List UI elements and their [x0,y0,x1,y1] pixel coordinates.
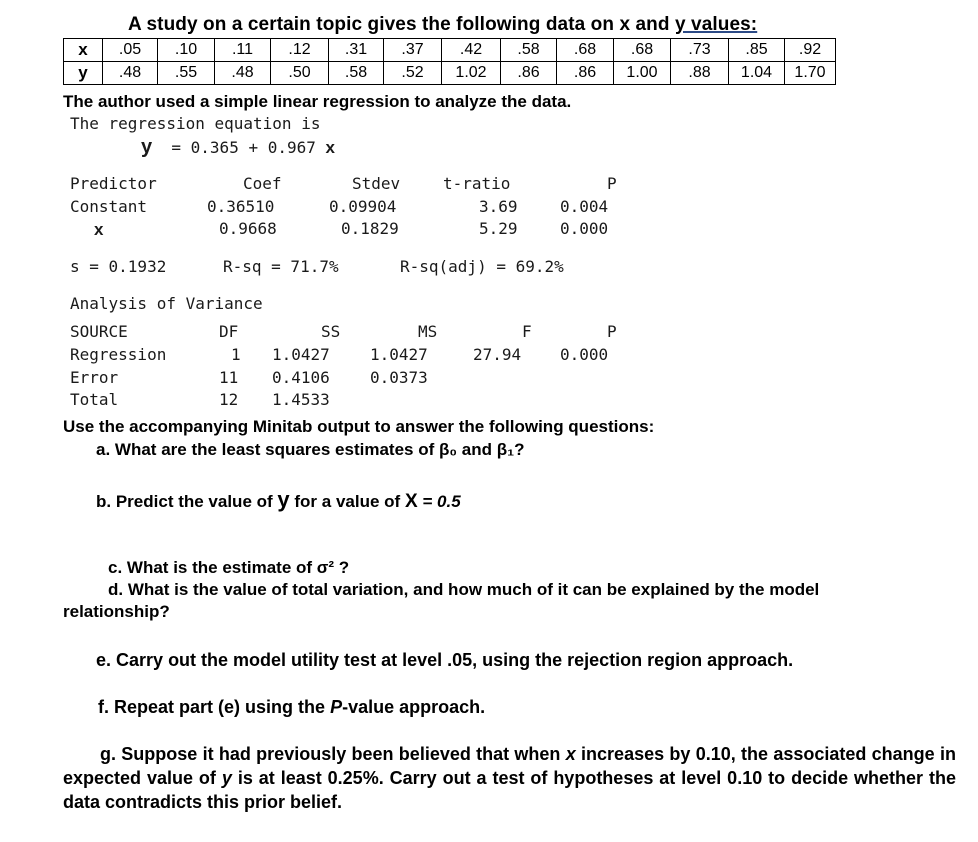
x-row-label: x [64,39,103,62]
anova-header: P [607,322,617,341]
x-row [64,39,836,62]
question-a-text: What are the least squares estimates of β₀ and β₁? [114,440,525,459]
x-cell: .58 [501,39,557,62]
y-cell: .86 [501,62,557,85]
anova-cell: 12 [219,390,239,409]
question-e-text: Carry out the model utility test at level .05, using the rejection region approach. [116,650,794,670]
anova-header: MS [418,322,438,341]
coef-header-tratio: t-ratio [443,174,511,193]
question-b-pre: Predict the value of [115,492,273,511]
anova-header: SOURCE [70,322,128,341]
question-a [96,441,524,458]
question-b [96,489,461,511]
x-cell: .42 [442,39,501,62]
anova-cell: 1.0427 [272,345,330,364]
coef-header-predictor: Predictor [70,174,157,193]
x-cell: .05 [103,39,158,62]
y-cell: .50 [271,62,329,85]
equation-label: The regression equation is [70,114,321,133]
coef-cell: Constant [70,197,148,216]
question-f [98,698,485,716]
question-b-post: = 0.5 [422,492,461,511]
y-cell: .55 [158,62,215,85]
x-cell: .11 [215,39,271,62]
anova-cell: 1.0427 [370,345,428,364]
question-c-label: c. [108,558,123,577]
x-cell: .10 [158,39,215,62]
question-a-label: a. [96,440,111,459]
question-c [108,559,349,576]
question-d-line1 [108,581,819,598]
anova-title: Analysis of Variance [70,294,263,313]
fit-rsq: R-sq = 71.7% [223,257,339,276]
anova-cell: 27.94 [473,345,522,364]
coef-cell: 0.09904 [329,197,397,216]
question-d-label: d. [108,580,124,599]
y-cell: 1.02 [442,62,501,85]
coef-cell: 0.9668 [219,219,277,238]
x-cell: .37 [384,39,442,62]
coef-cell: 3.69 [479,197,518,216]
y-cell: 1.00 [614,62,671,85]
question-f-post: -value approach. [342,697,486,717]
coef-cell: 0.1829 [341,219,399,238]
y-cell: .58 [329,62,384,85]
question-g-p1: Suppose it had previously been believed that when [121,744,561,764]
x-cell: .31 [329,39,384,62]
question-f-label: f. [98,697,109,717]
anova-header: SS [321,322,341,341]
coef-cell: 0.36510 [207,197,275,216]
question-g-label: g. [100,744,116,764]
question-f-pre: Repeat part (e) using the [114,697,326,717]
x-cell: .68 [557,39,614,62]
y-cell: 1.04 [729,62,785,85]
coef-header-p: P [607,174,617,193]
x-cell: .92 [785,39,836,62]
question-g-p2: increases by 0.10, the associated change in expected value of [63,744,956,788]
question-f-italic: P [330,697,343,717]
questions-intro: Use the accompanying Minitab output to answer the following questions: [63,417,655,436]
coef-header-coef: Coef [243,174,282,193]
coef-cell: 5.29 [479,219,518,238]
y-row-label: y [64,62,103,85]
question-g [63,742,956,814]
anova-cell: 1 [231,345,241,364]
y-cell: 1.70 [785,62,836,85]
question-g-p3: is at least 0.25%. Carry out a test of hypotheses at level 0.10 to decide whether the data contradicts this prior belief. [63,768,956,812]
coef-cell: 0.000 [560,219,609,238]
coef-cell: 0.004 [560,197,609,216]
x-cell: .73 [671,39,729,62]
question-c-sym: σ² ? [316,558,350,577]
anova-cell: 1.4533 [272,390,330,409]
anova-cell: 0.000 [560,345,609,364]
data-table [63,38,836,85]
anova-header: DF [219,322,239,341]
anova-cell: 0.0373 [370,368,428,387]
y-cell: .48 [103,62,158,85]
anova-cell: Error [70,368,119,387]
question-b-y: y [277,487,290,512]
question-c-pre: What is the estimate of [126,558,313,577]
question-d-text: What is the value of total variation, and how much of it can be explained by the model [127,580,820,599]
fit-rsq-adj: R-sq(adj) = 69.2% [400,257,564,276]
title-underlined-text: y values: [674,14,758,35]
problem-title [128,14,757,36]
coef-predictor-x: x [94,220,104,239]
anova-header: F [522,322,532,341]
title-text: A study on a certain topic gives the following data on x and [128,14,670,35]
y-cell: .88 [671,62,729,85]
regression-equation [141,137,335,157]
intro-text: The author used a simple linear regression to analyze the data. [63,92,572,111]
y-cell: .52 [384,62,442,85]
fit-s: s = 0.1932 [70,257,167,276]
coef-header-stdev: Stdev [352,174,401,193]
question-b-mid: for a value of [294,492,401,511]
question-g-var-x: x [565,744,576,764]
anova-cell: 0.4106 [272,368,330,387]
anova-cell: 11 [219,368,239,387]
y-cell: .48 [215,62,271,85]
x-cell: .68 [614,39,671,62]
question-b-x: X [404,491,418,512]
question-e [96,651,793,669]
y-row [64,62,836,85]
question-d-line2: relationship? [63,602,170,621]
equation-rhs: = 0.365 + 0.967 [171,138,316,157]
anova-cell: Total [70,390,119,409]
question-e-label: e. [96,650,112,670]
y-cell: .86 [557,62,614,85]
anova-cell: Regression [70,345,167,364]
x-cell: .85 [729,39,785,62]
x-cell: .12 [271,39,329,62]
coef-cell [94,221,103,238]
equation-lhs: y [141,136,153,158]
question-g-var-y: y [221,768,232,788]
question-b-label: b. [96,492,112,511]
equation-var: x [325,138,335,157]
